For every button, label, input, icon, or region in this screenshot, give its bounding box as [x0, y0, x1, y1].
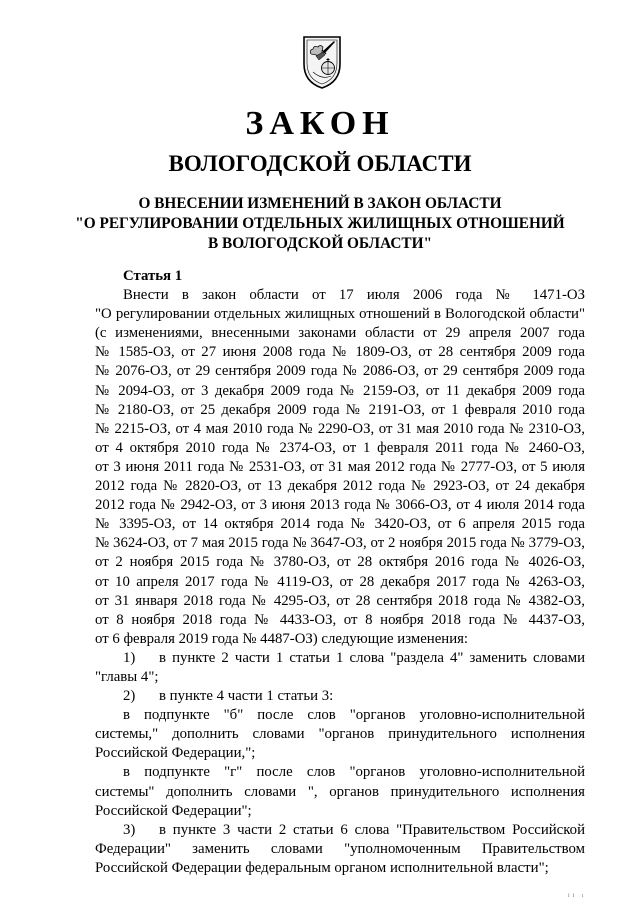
region-title: ВОЛОГОДСКОЙ ОБЛАСТИ: [168, 151, 472, 176]
paragraph-line: № 2094-ОЗ, от 3 декабря 2009 года № 2159-ОЗ, от 11 декабря 2009 года: [95, 382, 585, 399]
item-number: 3): [123, 821, 136, 838]
item-text: "главы 4";: [95, 668, 159, 685]
item-text: в пункте 3 части 2 статьи 6 слова "Правительством Российской: [159, 821, 585, 838]
paragraph-line: от 6 февраля 2019 года № 4487-ОЗ) следующие изменения:: [95, 630, 469, 647]
paragraph-line: от 4 октября 2010 года № 2374-ОЗ, от 1 февраля 2011 года № 2460-ОЗ,: [95, 439, 585, 456]
page-mark: ii ı: [568, 893, 587, 899]
subitem-line: системы," дополнить словами "органов принудительного исполнения: [95, 726, 585, 743]
paragraph-line: "О регулировании отдельных жилищных отношений в Вологодской области": [95, 306, 585, 323]
subitem-line: в подпункте "б" после слов "органов уголовно-исполнительной: [123, 707, 585, 724]
subitem-line: системы" дополнить словами ", органов принудительного исполнения: [95, 783, 585, 800]
item-text: в пункте 2 части 1 статьи 1 слова "раздела 4" заменить словами: [159, 649, 585, 666]
paragraph-line: от 10 апреля 2017 года № 4119-ОЗ, от 28 декабря 2017 года № 4263-ОЗ,: [95, 573, 585, 590]
paragraph-line: № 3624-ОЗ, от 7 мая 2015 года № 3647-ОЗ, от 2 ноября 2015 года № 3779-ОЗ,: [95, 535, 585, 552]
paragraph-line: № 3395-ОЗ, от 14 октября 2014 года № 3420-ОЗ, от 6 апреля 2015 года: [95, 516, 585, 533]
paragraph-line: № 1585-ОЗ, от 27 июня 2008 года № 1809-ОЗ, от 28 сентября 2009 года: [95, 344, 585, 361]
law-heading: [40, 194, 600, 254]
paragraph-line: № 2076-ОЗ, от 29 сентября 2009 года № 2086-ОЗ, от 29 сентября 2009 года: [95, 363, 585, 380]
paragraph-line: от 31 января 2018 года № 4295-ОЗ, от 28 сентября 2018 года № 4382-ОЗ,: [95, 592, 585, 609]
list-item-2: [95, 687, 585, 706]
item-text: в пункте 4 части 1 статьи 3:: [159, 688, 334, 705]
heading-line: В ВОЛОГОДСКОЙ ОБЛАСТИ": [207, 235, 432, 252]
subitem-line: в подпункте "г" после слов "органов уголовно-исполнительной: [123, 764, 585, 781]
item-number: 2): [123, 688, 136, 705]
paragraph-line: от 3 июня 2011 года № 2531-ОЗ, от 31 мая 2012 года № 2777-ОЗ, от 5 июля: [95, 458, 585, 475]
heading-line: "О РЕГУЛИРОВАНИИ ОТДЕЛЬНЫХ ЖИЛИЩНЫХ ОТНОШЕНИЙ: [75, 215, 565, 232]
coat-of-arms-icon: [301, 34, 343, 90]
paragraph-line: 2012 года № 2820-ОЗ, от 13 декабря 2012 года № 2923-ОЗ, от 24 декабря: [95, 478, 585, 495]
paragraph-line: № 2180-ОЗ, от 25 декабря 2009 года № 2191-ОЗ, от 1 февраля 2010 года: [95, 401, 585, 418]
subitem-line: Российской Федерации,";: [95, 745, 256, 762]
item-number: 1): [123, 649, 136, 666]
paragraph-line: (с изменениями, внесенными законами области от 29 апреля 2007 года: [95, 325, 585, 342]
list-item-1: [95, 649, 585, 668]
subitem-line: Российской Федерации";: [95, 802, 252, 819]
paragraph-line: 2012 года № 2942-ОЗ, от 3 июня 2013 года № 3066-ОЗ, от 4 июля 2014 года: [95, 497, 585, 514]
list-item-3: [95, 821, 585, 840]
article-title: Статья 1: [123, 268, 183, 284]
law-title: ЗАКОН: [245, 105, 395, 142]
paragraph-line: от 2 ноября 2015 года № 3780-ОЗ, от 28 октября 2016 года № 4026-ОЗ,: [95, 554, 585, 571]
law-body: [95, 267, 585, 878]
paragraph-line: от 8 ноября 2018 года № 4433-ОЗ, от 8 ноября 2018 года № 4437-ОЗ,: [95, 611, 585, 628]
item-text: Федерации" заменить словами "уполномоченным Правительством: [95, 840, 585, 857]
paragraph-line: № 2215-ОЗ, от 4 мая 2010 года № 2290-ОЗ, от 31 мая 2010 года № 2310-ОЗ,: [95, 420, 585, 437]
paragraph-line: Внести в закон области от 17 июля 2006 года № 1471-ОЗ: [123, 287, 585, 304]
item-text: Российской Федерации федеральным органом исполнительной власти";: [95, 859, 549, 876]
heading-line: О ВНЕСЕНИИ ИЗМЕНЕНИЙ В ЗАКОН ОБЛАСТИ: [138, 195, 502, 212]
